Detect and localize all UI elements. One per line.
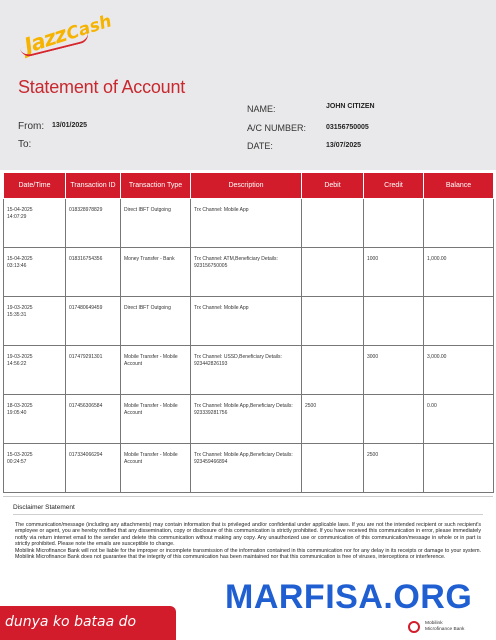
col-header-debit: Debit <box>302 173 364 199</box>
col-header-transaction-id: Transaction ID <box>66 173 121 199</box>
name-label: NAME: <box>247 104 276 114</box>
jazzcash-logo <box>20 11 120 58</box>
cell-description: Trx Channel: Mobile App <box>191 199 302 248</box>
mobilink-bank-logo <box>408 620 488 636</box>
account-number-label: A/C NUMBER: <box>247 123 307 133</box>
cell-debit <box>302 297 364 346</box>
cell-datetime <box>4 297 66 346</box>
table-row <box>4 248 494 297</box>
cell-datetime <box>4 199 66 248</box>
cell-debit <box>302 444 364 493</box>
cell-balance: 0.00 <box>424 395 494 444</box>
statement-header <box>0 0 496 170</box>
page-title: Statement of Account <box>18 77 186 97</box>
cell-credit: 1000 <box>364 248 424 297</box>
col-header-balance: Balance <box>424 173 494 199</box>
bank-name-line1: Mobilink <box>425 621 443 626</box>
cell-credit: 2500 <box>364 444 424 493</box>
cell-transaction-type: Mobile Transfer - Mobile Account <box>121 395 191 444</box>
cell-transaction-type: Mobile Transfer - Mobile Account <box>121 346 191 395</box>
cell-debit <box>302 248 364 297</box>
table-row <box>4 199 494 248</box>
footer-tagline-banner <box>0 606 176 640</box>
from-label: From: <box>18 121 45 132</box>
account-number-value: 03156750005 <box>326 124 369 131</box>
cell-transaction-type: Direct IBFT Outgoing <box>121 297 191 346</box>
cell-credit <box>364 297 424 346</box>
table-header-row <box>4 173 494 199</box>
cell-datetime <box>4 248 66 297</box>
disclaimer-section <box>3 496 493 560</box>
cell-credit <box>364 199 424 248</box>
transactions-table <box>3 172 493 493</box>
cell-date: 15-04-2025 <box>7 256 33 262</box>
cell-transaction-type: Mobile Transfer - Mobile Account <box>121 444 191 493</box>
cell-transaction-id: 017480649459 <box>66 297 121 346</box>
cell-description: Trx Channel: Mobile App,Beneficiary Details: 923339281756 <box>191 395 302 444</box>
cell-time: 00:24:57 <box>7 459 27 465</box>
cell-transaction-id: 017456306584 <box>66 395 121 444</box>
cell-description: Trx Channel: Mobile App <box>191 297 302 346</box>
cell-date: 19-03-2025 <box>7 305 33 311</box>
disclaimer-divider <box>13 514 483 515</box>
cell-transaction-type: Direct IBFT Outgoing <box>121 199 191 248</box>
cell-time: 19:05:40 <box>7 410 27 416</box>
col-header-date: Date/Time <box>4 173 66 199</box>
cell-description: Trx Channel: Mobile App,Beneficiary Details: 923459466894 <box>191 444 302 493</box>
cell-date: 18-03-2025 <box>7 403 33 409</box>
cell-balance <box>424 199 494 248</box>
cell-credit <box>364 395 424 444</box>
col-header-transaction-type: Transaction Type <box>121 173 191 199</box>
cell-transaction-id: 017334066294 <box>66 444 121 493</box>
cell-date: 19-03-2025 <box>7 354 33 360</box>
table-row <box>4 297 494 346</box>
cell-balance <box>424 297 494 346</box>
cell-datetime <box>4 346 66 395</box>
table-row <box>4 346 494 395</box>
col-header-description: Description <box>191 173 302 199</box>
cell-transaction-type: Money Transfer - Bank <box>121 248 191 297</box>
cell-datetime <box>4 444 66 493</box>
cell-transaction-id: 018328978829 <box>66 199 121 248</box>
cell-transaction-id: 017479291301 <box>66 346 121 395</box>
cell-time: 03:13:46 <box>7 263 27 269</box>
bank-name <box>425 621 464 633</box>
cell-debit <box>302 346 364 395</box>
footer-tagline: dunya ko bataa do <box>5 614 137 630</box>
cell-description: Trx Channel: USSD,Beneficiary Details: 923442826193 <box>191 346 302 395</box>
logo-cash-text: Cash <box>64 11 115 45</box>
watermark-text: MARFISA.ORG <box>225 578 473 616</box>
date-value: 13/07/2025 <box>326 142 362 149</box>
cell-debit: 2500 <box>302 395 364 444</box>
cell-date: 15-03-2025 <box>7 452 33 458</box>
cell-balance: 3,000.00 <box>424 346 494 395</box>
cell-transaction-id: 018316754356 <box>66 248 121 297</box>
cell-datetime <box>4 395 66 444</box>
name-value: JOHN CITIZEN <box>326 103 375 110</box>
cell-balance: 1,000.00 <box>424 248 494 297</box>
bank-name-line2: Microfinance Bank <box>425 626 465 632</box>
cell-debit <box>302 199 364 248</box>
table-row <box>4 395 494 444</box>
cell-time: 14:07:29 <box>7 214 27 220</box>
cell-description: Trx Channel: ATM,Beneficiary Details: 923156750005 <box>191 248 302 297</box>
cell-date: 15-04-2025 <box>7 207 33 213</box>
disclaimer-title: Disclaimer Statement <box>13 504 75 511</box>
disclaimer-body: The communication/message (including any attachments) may contain information that is privileged and/or confidential under applicable laws. If you are not the intended recipient or such recipient's employee or agent, you are hereby notified that any dissemination, copy or disclosure of this communication is strictly prohibited. If you have received this communication in error, please immediately notify via return internet email to the sender and delete this communication without making any copy. Any unauthorized use or communication of this communication/message in whole or in part is strictly prohibited. Please note the emails are susceptible to change. Mobilink Microfinance Bank will not be liable for the improper or incomplete transmission of the information contained in this communication nor for any delay in its receipts or damage to your system. Mobilink Microfinance Bank does not guarantee that the integrity of this communication has been maintained nor that this communication is free of viruses, interceptions or interference. <box>15 522 481 561</box>
date-label: DATE: <box>247 141 273 151</box>
cell-balance <box>424 444 494 493</box>
table-row <box>4 444 494 493</box>
cell-credit: 3000 <box>364 346 424 395</box>
col-header-credit: Credit <box>364 173 424 199</box>
logo-jazz-text: Jazz <box>21 22 70 58</box>
cell-time: 15:35:31 <box>7 312 27 318</box>
to-label: To: <box>18 139 32 150</box>
cell-time: 14:56:22 <box>7 361 27 367</box>
from-date: 13/01/2025 <box>52 122 88 129</box>
bank-mark-icon <box>408 621 420 633</box>
